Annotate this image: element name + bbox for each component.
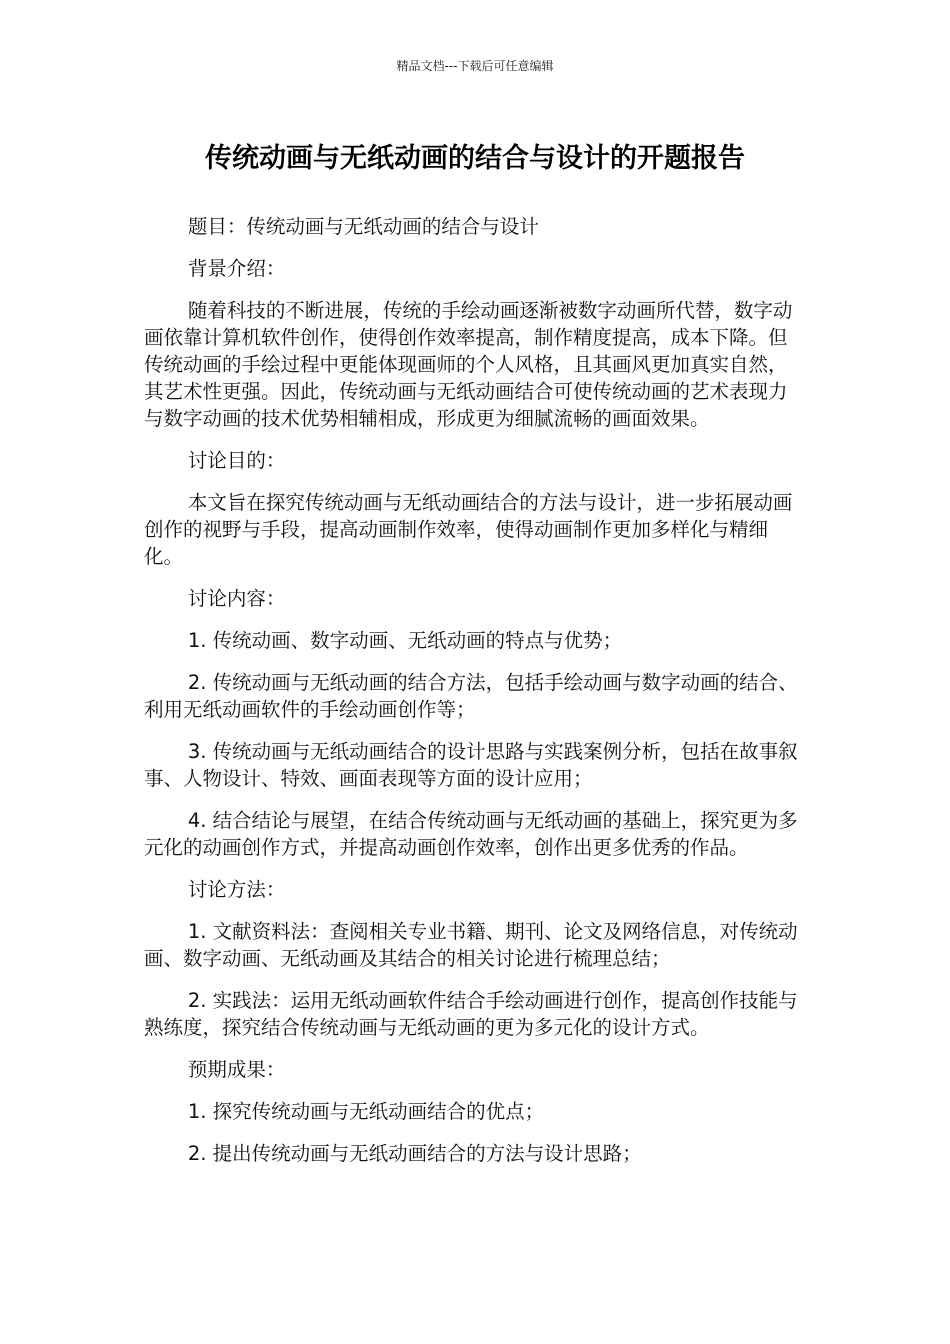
method-item-2: 2. 实践法：运用无纸动画软件结合手绘动画进行创作，提高创作技能与熟练度，探究结合传统动画与无纸动画的更为多元化的设计方式。 xyxy=(144,989,798,1039)
document-title: 传统动画与无纸动画的结合与设计的开题报告 xyxy=(205,143,745,174)
content-item-4: 4. 结合结论与展望，在结合传统动画与无纸动画的基础上，探究更为多元化的动画创作方式，并提高动画创作效率，创作出更多优秀的作品。 xyxy=(144,809,798,859)
section-heading-content: 讨论内容： xyxy=(187,587,286,610)
outcome-item-1: 1. 探究传统动画与无纸动画结合的优点； xyxy=(187,1100,545,1123)
section-heading-background: 背景介绍： xyxy=(187,257,286,280)
section-heading-purpose: 讨论目的： xyxy=(187,449,286,472)
section-heading-outcomes: 预期成果： xyxy=(187,1058,286,1081)
background-paragraph: 随着科技的不断进展，传统的手绘动画逐渐被数字动画所代替，数字动画依靠计算机软件创作，使得创作效率提高，制作精度提高，成本下降。但传统动画的手绘过程中更能体现画师的个人风格，且其画风更加真实自然，其艺术性更强。因此，传统动画与无纸动画结合可使传统动画的艺术表现力与数字动画的技术优势相辅相成，形成更为细腻流畅的画面效果。 xyxy=(144,299,793,430)
content-item-3: 3. 传统动画与无纸动画结合的设计思路与实践案例分析，包括在故事叙事、人物设计、特效、画面表现等方面的设计应用； xyxy=(144,740,798,790)
purpose-paragraph: 本文旨在探究传统动画与无纸动画结合的方法与设计，进一步拓展动画创作的视野与手段，提高动画制作效率，使得动画制作更加多样化与精细化。 xyxy=(144,491,793,568)
content-item-1: 1. 传统动画、数字动画、无纸动画的特点与优势； xyxy=(187,629,623,652)
content-item-2: 2. 传统动画与无纸动画的结合方法，包括手绘动画与数字动画的结合、利用无纸动画软件的手绘动画创作等； xyxy=(144,671,798,721)
outcome-item-2: 2. 提出传统动画与无纸动画结合的方法与设计思路； xyxy=(187,1142,642,1165)
section-heading-methods: 讨论方法： xyxy=(187,878,286,901)
method-item-1: 1. 文献资料法：查阅相关专业书籍、期刊、论文及网络信息，对传统动画、数字动画、无纸动画及其结合的相关讨论进行梳理总结； xyxy=(144,920,798,970)
topic-line: 题目：传统动画与无纸动画的结合与设计 xyxy=(187,215,539,238)
document-body xyxy=(144,213,804,1182)
header-note: 精品文档---下载后可任意编辑 xyxy=(396,59,554,73)
